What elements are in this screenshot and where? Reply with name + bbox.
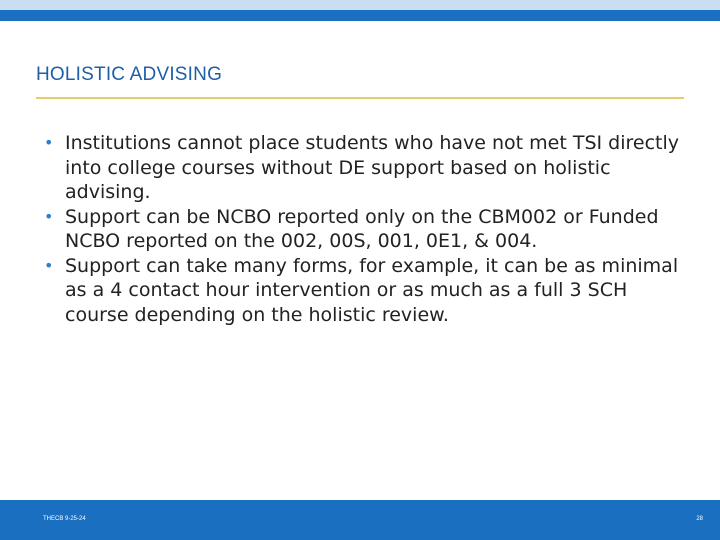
footer-date-label: THECB 9-25-24 xyxy=(43,516,86,522)
footer-bar xyxy=(0,500,720,540)
bullet-text: Support can be NCBO reported only on the CBM002 or Funded NCBO reported on the 002, 00S, 001, 0E1, & 004. xyxy=(65,205,659,252)
bullet-item xyxy=(44,205,694,254)
bullet-item xyxy=(44,131,694,205)
bullet-icon: • xyxy=(44,255,54,275)
title-underline xyxy=(36,97,684,99)
bullet-list xyxy=(44,131,694,327)
bullet-icon: • xyxy=(44,133,54,152)
header-band-dark xyxy=(0,10,720,21)
bullet-text: Support can take many forms, for example, it can be as minimal as a 4 contact hour intervention or as much as a full 3 SCH course depending on the holistic review. xyxy=(65,254,679,326)
header-band-light xyxy=(0,0,720,10)
slide-number: 28 xyxy=(696,516,703,522)
bullet-item xyxy=(44,254,694,328)
bullet-text: Institutions cannot place students who have not met TSI directly into college courses without DE support based on holistic advising. xyxy=(65,132,680,203)
bullet-icon: • xyxy=(44,206,54,226)
slide-title: HOLISTIC ADVISING xyxy=(36,64,223,85)
